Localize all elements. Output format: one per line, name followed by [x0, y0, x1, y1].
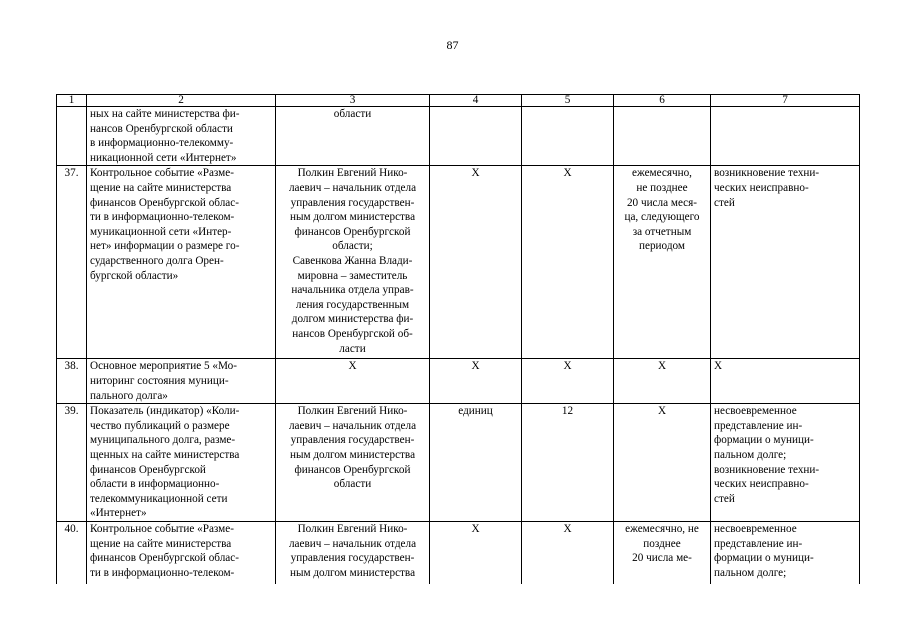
unit-cell: единиц	[430, 404, 522, 522]
column-number: 3	[276, 95, 430, 107]
activity-name-cell: ных на сайте министерства фи- нансов Оренбургской области в информационно-телекомму- никационной сети «Интернет»	[87, 107, 276, 166]
value-cell	[522, 107, 614, 166]
responsible-cell: области	[276, 107, 430, 166]
row-number: 39.	[57, 404, 87, 522]
column-number: 4	[430, 95, 522, 107]
table-row	[57, 166, 860, 359]
column-number: 6	[614, 95, 711, 107]
deadline-cell: ежемесячно, не позднее 20 числа ме-	[614, 522, 711, 584]
responsible-cell: Полкин Евгений Нико- лаевич – начальник отдела управления государствен- ным долгом министерства финансов Оренбургской области; Савенкова Жанна Влади- мировна – заместитель начальника отдела управ- ления государственным долгом министерства фи- нансов Оренбургской об- ласти	[276, 166, 430, 359]
responsible-cell: Полкин Евгений Нико- лаевич – начальник отдела управления государствен- ным долгом министерства	[276, 522, 430, 584]
unit-cell	[430, 107, 522, 166]
risk-cell: несвоевременное представление ин- формации о муници- пальном долге;	[711, 522, 860, 584]
deadline-cell: Х	[614, 359, 711, 404]
column-number-row	[57, 95, 860, 107]
value-cell: Х	[522, 522, 614, 584]
row-number: 38.	[57, 359, 87, 404]
activity-name-cell: Показатель (индикатор) «Коли- чество публикаций о размере муниципального долга, разме- щенных на сайте министерства финансов Оренбургской области в информационно- телекоммуникационной сети «Интернет»	[87, 404, 276, 522]
column-number: 5	[522, 95, 614, 107]
table-row	[57, 359, 860, 404]
value-cell: Х	[522, 359, 614, 404]
activity-name-cell: Контрольное событие «Разме- щение на сайте министерства финансов Оренбургской облас- ти в информационно-телеком- муникационной сети «Интер- нет» информации о размере го- сударственного долга Орен- бургской области»	[87, 166, 276, 359]
deadline-cell	[614, 107, 711, 166]
table-row	[57, 404, 860, 522]
plan-table	[56, 94, 860, 584]
row-number	[57, 107, 87, 166]
deadline-cell: Х	[614, 404, 711, 522]
row-number: 37.	[57, 166, 87, 359]
unit-cell: Х	[430, 166, 522, 359]
risk-cell: несвоевременное представление ин- формации о муници- пальном долге; возникновение техни- ческих неисправно- стей	[711, 404, 860, 522]
responsible-cell: Х	[276, 359, 430, 404]
activity-name-cell: Контрольное событие «Разме- щение на сайте министерства финансов Оренбургской облас- ти в информационно-телеком-	[87, 522, 276, 584]
unit-cell: Х	[430, 359, 522, 404]
activity-name-cell: Основное мероприятие 5 «Мо- ниторинг состояния муници- пального долга»	[87, 359, 276, 404]
value-cell: Х	[522, 166, 614, 359]
risk-cell: возникновение техни- ческих неисправно- стей	[711, 166, 860, 359]
column-number: 2	[87, 95, 276, 107]
table-row	[57, 522, 860, 584]
column-number: 1	[57, 95, 87, 107]
unit-cell: Х	[430, 522, 522, 584]
responsible-cell: Полкин Евгений Нико- лаевич – начальник отдела управления государствен- ным долгом министерства финансов Оренбургской области	[276, 404, 430, 522]
page-number: 87	[446, 38, 459, 52]
column-number: 7	[711, 95, 860, 107]
risk-cell: Х	[711, 359, 860, 404]
value-cell: 12	[522, 404, 614, 522]
row-number: 40.	[57, 522, 87, 584]
deadline-cell: ежемесячно, не позднее 20 числа меся- ца, следующего за отчетным периодом	[614, 166, 711, 359]
risk-cell	[711, 107, 860, 166]
table-row	[57, 107, 860, 166]
